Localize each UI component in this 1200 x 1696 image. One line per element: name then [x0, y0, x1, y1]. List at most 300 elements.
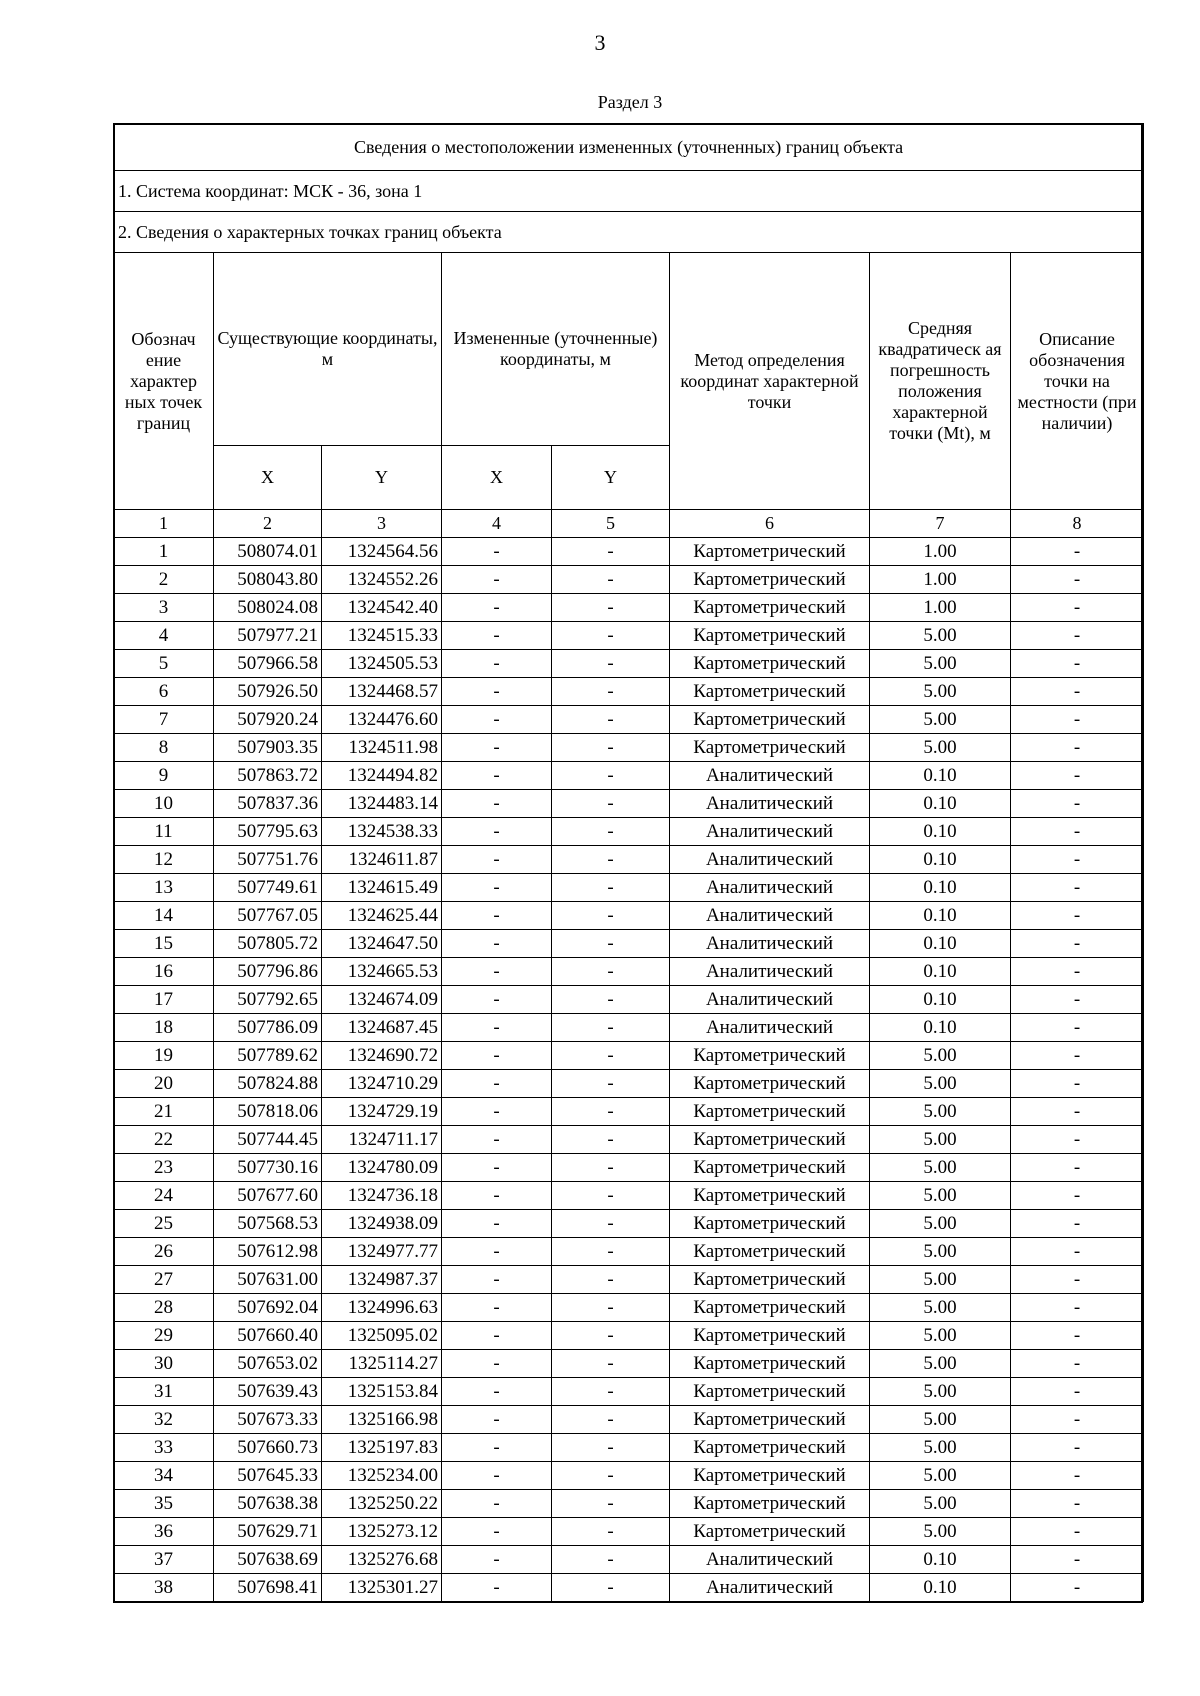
cell-existing-x: 507673.33 [214, 1406, 322, 1434]
cell-method: Картометрический [670, 1238, 870, 1266]
table-row [114, 538, 1144, 566]
cell-point-number: 30 [114, 1350, 214, 1378]
cell-description: - [1011, 538, 1144, 566]
cell-existing-y: 1324987.37 [322, 1266, 442, 1294]
cell-changed-x: - [442, 1462, 552, 1490]
cell-description: - [1011, 1042, 1144, 1070]
cell-changed-x: - [442, 678, 552, 706]
cell-changed-x: - [442, 1238, 552, 1266]
cell-mean-error: 5.00 [870, 1518, 1011, 1546]
cell-method: Картометрический [670, 650, 870, 678]
table-row [114, 1070, 1144, 1098]
cell-method: Аналитический [670, 1546, 870, 1574]
table-caption: Сведения о местоположении измененных (уточненных) границ объекта [114, 124, 1144, 171]
cell-point-number: 9 [114, 762, 214, 790]
cell-point-number: 18 [114, 1014, 214, 1042]
cell-changed-y: - [552, 1266, 670, 1294]
column-numbers-row [114, 510, 1144, 538]
cell-method: Картометрический [670, 566, 870, 594]
cell-changed-x: - [442, 1182, 552, 1210]
cell-method: Картометрический [670, 1378, 870, 1406]
cell-changed-y: - [552, 958, 670, 986]
cell-description: - [1011, 1238, 1144, 1266]
cell-changed-y: - [552, 1238, 670, 1266]
cell-mean-error: 0.10 [870, 762, 1011, 790]
cell-changed-x: - [442, 1126, 552, 1154]
cell-mean-error: 5.00 [870, 678, 1011, 706]
cell-mean-error: 5.00 [870, 1378, 1011, 1406]
cell-existing-x: 507966.58 [214, 650, 322, 678]
table-row [114, 930, 1144, 958]
cell-existing-y: 1324515.33 [322, 622, 442, 650]
table-row [114, 1378, 1144, 1406]
table-row [114, 1434, 1144, 1462]
cell-method: Картометрический [670, 1098, 870, 1126]
cell-mean-error: 1.00 [870, 594, 1011, 622]
cell-existing-y: 1324674.09 [322, 986, 442, 1014]
cell-existing-y: 1324611.87 [322, 846, 442, 874]
cell-existing-y: 1325276.68 [322, 1546, 442, 1574]
cell-description: - [1011, 1518, 1144, 1546]
cell-existing-y: 1325301.27 [322, 1574, 442, 1602]
cell-changed-x: - [442, 1014, 552, 1042]
header-changed-y: Y [552, 446, 670, 510]
cell-changed-y: - [552, 1154, 670, 1182]
page-number: 3 [594, 30, 606, 55]
cell-mean-error: 5.00 [870, 1350, 1011, 1378]
cell-description: - [1011, 874, 1144, 902]
cell-mean-error: 5.00 [870, 1042, 1011, 1070]
table-row [114, 1182, 1144, 1210]
table-row [114, 1546, 1144, 1574]
cell-existing-x: 507903.35 [214, 734, 322, 762]
cell-mean-error: 0.10 [870, 846, 1011, 874]
table-row [114, 1350, 1144, 1378]
header-method: Метод определения координат характерной точки [670, 253, 870, 510]
cell-existing-y: 1325250.22 [322, 1490, 442, 1518]
header-mean-error: Средняя квадратическ ая погрешность положения характерной точки (Mt), м [870, 253, 1011, 510]
cell-method: Картометрический [670, 1406, 870, 1434]
cell-mean-error: 0.10 [870, 1574, 1011, 1602]
cell-mean-error: 5.00 [870, 622, 1011, 650]
table-row [114, 1518, 1144, 1546]
cell-point-number: 12 [114, 846, 214, 874]
cell-changed-y: - [552, 1490, 670, 1518]
cell-changed-y: - [552, 1098, 670, 1126]
cell-method: Картометрический [670, 1350, 870, 1378]
cell-existing-x: 507612.98 [214, 1238, 322, 1266]
table-row [114, 902, 1144, 930]
table-row [114, 1014, 1144, 1042]
cell-method: Картометрический [670, 678, 870, 706]
cell-changed-x: - [442, 538, 552, 566]
cell-point-number: 1 [114, 538, 214, 566]
cell-method: Картометрический [670, 622, 870, 650]
cell-description: - [1011, 846, 1144, 874]
cell-existing-y: 1324665.53 [322, 958, 442, 986]
cell-description: - [1011, 1462, 1144, 1490]
cell-description: - [1011, 1210, 1144, 1238]
cell-point-number: 32 [114, 1406, 214, 1434]
cell-existing-x: 507749.61 [214, 874, 322, 902]
cell-point-number: 25 [114, 1210, 214, 1238]
cell-point-number: 26 [114, 1238, 214, 1266]
cell-changed-y: - [552, 1434, 670, 1462]
cell-description: - [1011, 706, 1144, 734]
cell-existing-x: 507792.65 [214, 986, 322, 1014]
cell-changed-x: - [442, 902, 552, 930]
cell-existing-x: 507818.06 [214, 1098, 322, 1126]
cell-changed-y: - [552, 678, 670, 706]
table-row [114, 706, 1144, 734]
cell-changed-x: - [442, 1098, 552, 1126]
cell-method: Аналитический [670, 1014, 870, 1042]
cell-point-number: 10 [114, 790, 214, 818]
cell-description: - [1011, 1434, 1144, 1462]
cell-description: - [1011, 1014, 1144, 1042]
table-row [114, 1126, 1144, 1154]
table-row [114, 1462, 1144, 1490]
cell-description: - [1011, 762, 1144, 790]
cell-existing-x: 507920.24 [214, 706, 322, 734]
table-body [114, 538, 1144, 1602]
cell-existing-y: 1324938.09 [322, 1210, 442, 1238]
cell-method: Картометрический [670, 1322, 870, 1350]
cell-changed-y: - [552, 846, 670, 874]
cell-mean-error: 5.00 [870, 1462, 1011, 1490]
cell-mean-error: 5.00 [870, 1266, 1011, 1294]
cell-method: Аналитический [670, 1574, 870, 1602]
cell-existing-x: 508024.08 [214, 594, 322, 622]
cell-existing-x: 508043.80 [214, 566, 322, 594]
column-number: 3 [322, 510, 442, 538]
cell-changed-x: - [442, 1210, 552, 1238]
cell-existing-y: 1324483.14 [322, 790, 442, 818]
cell-changed-y: - [552, 1574, 670, 1602]
cell-existing-x: 507660.73 [214, 1434, 322, 1462]
cell-existing-y: 1325095.02 [322, 1322, 442, 1350]
cell-changed-x: - [442, 846, 552, 874]
cell-changed-x: - [442, 1070, 552, 1098]
cell-point-number: 28 [114, 1294, 214, 1322]
cell-method: Картометрический [670, 1266, 870, 1294]
table-row [114, 1490, 1144, 1518]
cell-changed-x: - [442, 1518, 552, 1546]
cell-description: - [1011, 1490, 1144, 1518]
cell-point-number: 23 [114, 1154, 214, 1182]
cell-existing-y: 1324564.56 [322, 538, 442, 566]
cell-changed-x: - [442, 734, 552, 762]
cell-description: - [1011, 1154, 1144, 1182]
cell-point-number: 35 [114, 1490, 214, 1518]
cell-method: Картометрический [670, 1070, 870, 1098]
cell-point-number: 19 [114, 1042, 214, 1070]
cell-method: Картометрический [670, 1182, 870, 1210]
cell-description: - [1011, 1266, 1144, 1294]
cell-mean-error: 5.00 [870, 1490, 1011, 1518]
cell-point-number: 27 [114, 1266, 214, 1294]
cell-description: - [1011, 1406, 1144, 1434]
cell-point-number: 22 [114, 1126, 214, 1154]
table-row [114, 1238, 1144, 1266]
cell-changed-x: - [442, 650, 552, 678]
cell-method: Картометрический [670, 1210, 870, 1238]
cell-existing-x: 507805.72 [214, 930, 322, 958]
table-row [114, 874, 1144, 902]
cell-existing-y: 1324476.60 [322, 706, 442, 734]
cell-changed-y: - [552, 1182, 670, 1210]
cell-mean-error: 5.00 [870, 1322, 1011, 1350]
cell-method: Аналитический [670, 930, 870, 958]
cell-description: - [1011, 930, 1144, 958]
cell-existing-y: 1324647.50 [322, 930, 442, 958]
cell-method: Картометрический [670, 734, 870, 762]
cell-mean-error: 5.00 [870, 734, 1011, 762]
cell-existing-y: 1325114.27 [322, 1350, 442, 1378]
cell-changed-y: - [552, 566, 670, 594]
table-row [114, 1098, 1144, 1126]
cell-changed-y: - [552, 1378, 670, 1406]
section-title: Раздел 3 [597, 92, 663, 112]
cell-description: - [1011, 1546, 1144, 1574]
cell-changed-y: - [552, 594, 670, 622]
cell-mean-error: 5.00 [870, 650, 1011, 678]
cell-existing-x: 507824.88 [214, 1070, 322, 1098]
cell-method: Аналитический [670, 846, 870, 874]
cell-changed-y: - [552, 1014, 670, 1042]
cell-changed-x: - [442, 1574, 552, 1602]
cell-description: - [1011, 1182, 1144, 1210]
cell-mean-error: 5.00 [870, 1210, 1011, 1238]
header-description: Описание обозначения точки на местности (при наличии) [1011, 253, 1144, 510]
cell-changed-y: - [552, 1210, 670, 1238]
cell-method: Картометрический [670, 1154, 870, 1182]
cell-description: - [1011, 1070, 1144, 1098]
cell-existing-x: 507638.69 [214, 1546, 322, 1574]
cell-changed-y: - [552, 1546, 670, 1574]
cell-changed-x: - [442, 1350, 552, 1378]
cell-existing-x: 507645.33 [214, 1462, 322, 1490]
cell-method: Картометрический [670, 1462, 870, 1490]
table-row [114, 846, 1144, 874]
header-point-designation: Обознач ение характер ных точек границ [114, 253, 214, 510]
cell-point-number: 2 [114, 566, 214, 594]
cell-existing-x: 507629.71 [214, 1518, 322, 1546]
cell-mean-error: 5.00 [870, 1294, 1011, 1322]
cell-changed-x: - [442, 958, 552, 986]
cell-existing-y: 1324552.26 [322, 566, 442, 594]
cell-changed-y: - [552, 1518, 670, 1546]
cell-changed-y: - [552, 930, 670, 958]
cell-changed-y: - [552, 1042, 670, 1070]
cell-changed-y: - [552, 1406, 670, 1434]
cell-description: - [1011, 958, 1144, 986]
table-row [114, 790, 1144, 818]
cell-point-number: 8 [114, 734, 214, 762]
cell-changed-y: - [552, 1462, 670, 1490]
cell-point-number: 38 [114, 1574, 214, 1602]
cell-changed-y: - [552, 902, 670, 930]
cell-mean-error: 5.00 [870, 1154, 1011, 1182]
cell-method: Аналитический [670, 818, 870, 846]
cell-method: Аналитический [670, 902, 870, 930]
cell-description: - [1011, 650, 1144, 678]
cell-mean-error: 5.00 [870, 706, 1011, 734]
cell-existing-x: 507677.60 [214, 1182, 322, 1210]
cell-existing-y: 1324710.29 [322, 1070, 442, 1098]
cell-existing-x: 507977.21 [214, 622, 322, 650]
cell-point-number: 24 [114, 1182, 214, 1210]
cell-changed-y: - [552, 734, 670, 762]
cell-changed-x: - [442, 874, 552, 902]
cell-existing-x: 508074.01 [214, 538, 322, 566]
cell-point-number: 33 [114, 1434, 214, 1462]
cell-method: Картометрический [670, 1490, 870, 1518]
cell-point-number: 5 [114, 650, 214, 678]
cell-existing-x: 507837.36 [214, 790, 322, 818]
cell-point-number: 3 [114, 594, 214, 622]
cell-description: - [1011, 818, 1144, 846]
cell-mean-error: 5.00 [870, 1070, 1011, 1098]
cell-mean-error: 5.00 [870, 1238, 1011, 1266]
cell-changed-x: - [442, 790, 552, 818]
cell-existing-y: 1325166.98 [322, 1406, 442, 1434]
cell-description: - [1011, 734, 1144, 762]
cell-changed-x: - [442, 1378, 552, 1406]
cell-point-number: 15 [114, 930, 214, 958]
column-number: 4 [442, 510, 552, 538]
cell-description: - [1011, 1574, 1144, 1602]
cell-changed-x: - [442, 594, 552, 622]
cell-existing-y: 1324615.49 [322, 874, 442, 902]
table-row [114, 986, 1144, 1014]
column-number: 1 [114, 510, 214, 538]
column-number: 7 [870, 510, 1011, 538]
cell-description: - [1011, 790, 1144, 818]
cell-existing-y: 1324687.45 [322, 1014, 442, 1042]
table-row [114, 1322, 1144, 1350]
cell-description: - [1011, 1350, 1144, 1378]
cell-method: Картометрический [670, 1518, 870, 1546]
cell-existing-y: 1324468.57 [322, 678, 442, 706]
cell-mean-error: 0.10 [870, 902, 1011, 930]
cell-existing-y: 1324505.53 [322, 650, 442, 678]
cell-existing-x: 507751.76 [214, 846, 322, 874]
cell-method: Картометрический [670, 538, 870, 566]
cell-existing-x: 507639.43 [214, 1378, 322, 1406]
cell-changed-y: - [552, 762, 670, 790]
boundary-points-table [113, 123, 1144, 1602]
header-existing-coords: Существующие координаты, м [214, 253, 442, 446]
cell-description: - [1011, 594, 1144, 622]
table-row [114, 1266, 1144, 1294]
cell-changed-y: - [552, 1322, 670, 1350]
table-row [114, 594, 1144, 622]
cell-changed-y: - [552, 622, 670, 650]
cell-method: Картометрический [670, 1042, 870, 1070]
cell-existing-y: 1324625.44 [322, 902, 442, 930]
cell-changed-y: - [552, 1126, 670, 1154]
cell-existing-x: 507631.00 [214, 1266, 322, 1294]
cell-changed-x: - [442, 622, 552, 650]
column-number: 6 [670, 510, 870, 538]
cell-method: Аналитический [670, 986, 870, 1014]
cell-description: - [1011, 1378, 1144, 1406]
cell-changed-x: - [442, 566, 552, 594]
cell-description: - [1011, 1126, 1144, 1154]
cell-description: - [1011, 1294, 1144, 1322]
cell-existing-x: 507795.63 [214, 818, 322, 846]
cell-point-number: 20 [114, 1070, 214, 1098]
cell-changed-y: - [552, 706, 670, 734]
cell-changed-y: - [552, 874, 670, 902]
cell-method: Аналитический [670, 790, 870, 818]
cell-changed-x: - [442, 986, 552, 1014]
cell-mean-error: 5.00 [870, 1434, 1011, 1462]
cell-method: Картометрический [670, 1126, 870, 1154]
cell-existing-x: 507660.40 [214, 1322, 322, 1350]
table-row [114, 1154, 1144, 1182]
table-row [114, 650, 1144, 678]
cell-mean-error: 5.00 [870, 1126, 1011, 1154]
cell-existing-y: 1324780.09 [322, 1154, 442, 1182]
cell-point-number: 29 [114, 1322, 214, 1350]
cell-mean-error: 5.00 [870, 1098, 1011, 1126]
cell-mean-error: 5.00 [870, 1182, 1011, 1210]
cell-existing-x: 507653.02 [214, 1350, 322, 1378]
cell-changed-x: - [442, 1266, 552, 1294]
cell-existing-y: 1324511.98 [322, 734, 442, 762]
cell-mean-error: 0.10 [870, 958, 1011, 986]
cell-description: - [1011, 902, 1144, 930]
cell-existing-y: 1325234.00 [322, 1462, 442, 1490]
cell-existing-y: 1324494.82 [322, 762, 442, 790]
table-row [114, 1406, 1144, 1434]
cell-mean-error: 0.10 [870, 986, 1011, 1014]
cell-changed-y: - [552, 1294, 670, 1322]
cell-point-number: 11 [114, 818, 214, 846]
cell-point-number: 21 [114, 1098, 214, 1126]
cell-existing-y: 1324538.33 [322, 818, 442, 846]
cell-point-number: 4 [114, 622, 214, 650]
cell-point-number: 13 [114, 874, 214, 902]
cell-existing-y: 1325197.83 [322, 1434, 442, 1462]
cell-mean-error: 0.10 [870, 790, 1011, 818]
cell-mean-error: 5.00 [870, 1406, 1011, 1434]
cell-changed-y: - [552, 650, 670, 678]
header-existing-y: Y [322, 446, 442, 510]
table-row [114, 1042, 1144, 1070]
coordinate-system: 1. Система координат: МСК - 36, зона 1 [114, 171, 1144, 212]
cell-point-number: 34 [114, 1462, 214, 1490]
cell-existing-y: 1324996.63 [322, 1294, 442, 1322]
cell-changed-x: - [442, 1154, 552, 1182]
cell-existing-y: 1324977.77 [322, 1238, 442, 1266]
column-number: 5 [552, 510, 670, 538]
cell-description: - [1011, 1098, 1144, 1126]
table-row [114, 1574, 1144, 1602]
cell-existing-x: 507692.04 [214, 1294, 322, 1322]
header-changed-coords: Измененные (уточненные) координаты, м [442, 253, 670, 446]
cell-mean-error: 0.10 [870, 874, 1011, 902]
cell-method: Картометрический [670, 1434, 870, 1462]
cell-changed-y: - [552, 790, 670, 818]
cell-description: - [1011, 622, 1144, 650]
cell-changed-y: - [552, 1070, 670, 1098]
cell-description: - [1011, 986, 1144, 1014]
cell-point-number: 36 [114, 1518, 214, 1546]
cell-existing-y: 1324690.72 [322, 1042, 442, 1070]
